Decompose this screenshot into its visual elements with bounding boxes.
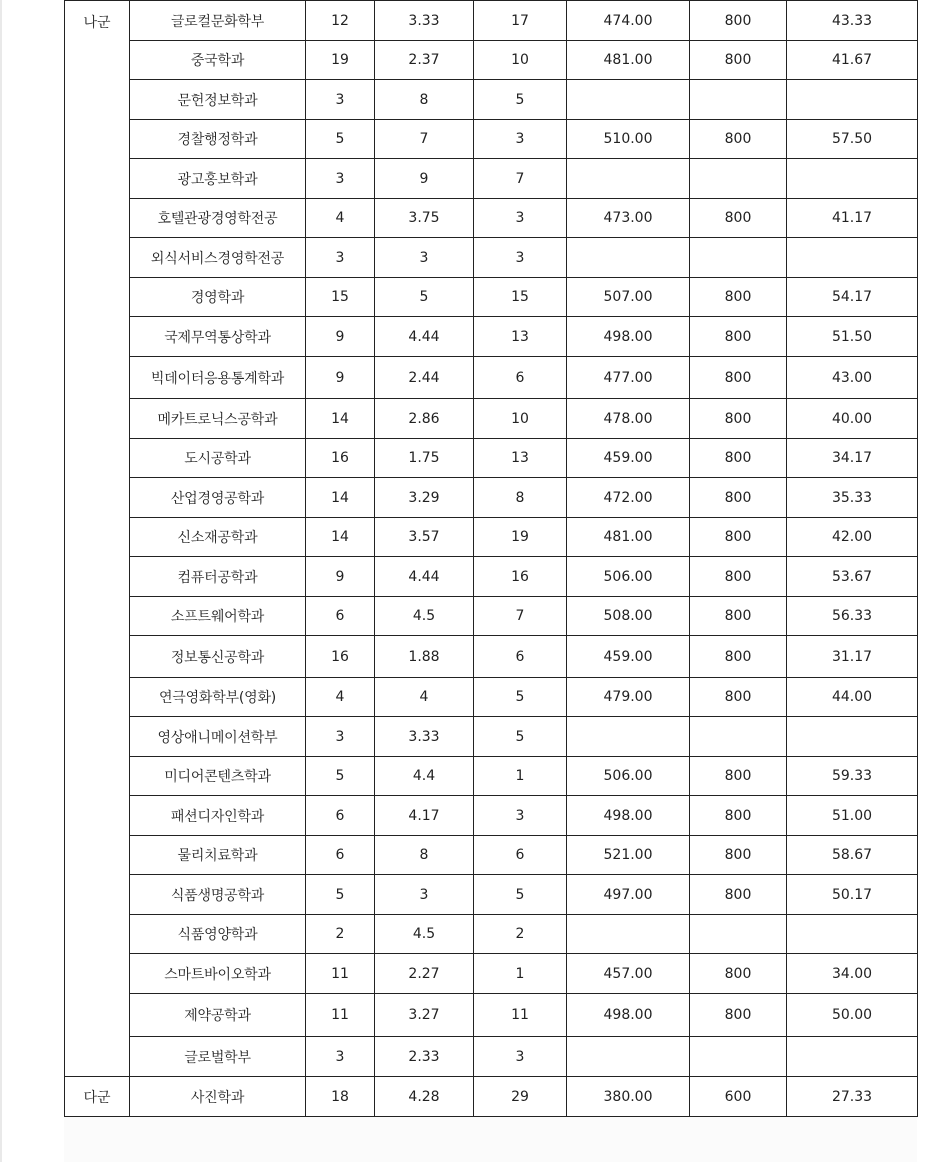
- value-cell-6: 58.67: [787, 836, 918, 875]
- department-cell: 사진학과: [130, 1077, 306, 1117]
- value-cell-5: 800: [690, 478, 787, 518]
- department-cell: 글로벌학부: [130, 1037, 306, 1077]
- table-row: [65, 1, 918, 41]
- value-cell-5: 800: [690, 954, 787, 994]
- value-cell-2: 2.86: [375, 399, 474, 439]
- value-cell-5: 800: [690, 875, 787, 915]
- value-cell-3: 19: [474, 518, 567, 557]
- page-left-border: [0, 0, 2, 1162]
- department-cell: 제약공학과: [130, 994, 306, 1037]
- value-cell-2: 3.29: [375, 478, 474, 518]
- value-cell-5: 800: [690, 278, 787, 317]
- value-cell-5: 800: [690, 1, 787, 41]
- value-cell-1: 16: [306, 636, 375, 678]
- value-cell-2: 5: [375, 278, 474, 317]
- value-cell-5: 800: [690, 757, 787, 796]
- value-cell-2: 2.44: [375, 357, 474, 399]
- value-cell-1: 6: [306, 597, 375, 636]
- value-cell-4: 473.00: [567, 199, 690, 238]
- value-cell-2: 3: [375, 238, 474, 278]
- table-row: [65, 357, 918, 399]
- value-cell-3: 29: [474, 1077, 567, 1117]
- value-cell-5: 800: [690, 994, 787, 1037]
- department-cell: 도시공학과: [130, 439, 306, 478]
- value-cell-4: 497.00: [567, 875, 690, 915]
- table-row: [65, 478, 918, 518]
- table-row: [65, 1037, 918, 1077]
- department-cell: 연극영화학부(영화): [130, 678, 306, 717]
- table-row: [65, 120, 918, 159]
- value-cell-1: 11: [306, 954, 375, 994]
- value-cell-4: [567, 238, 690, 278]
- value-cell-5: 800: [690, 399, 787, 439]
- table-row: [65, 317, 918, 357]
- group-cell: 다군: [65, 1077, 130, 1117]
- value-cell-1: 3: [306, 159, 375, 199]
- value-cell-6: 44.00: [787, 678, 918, 717]
- table-row: [65, 1077, 918, 1117]
- value-cell-4: 459.00: [567, 439, 690, 478]
- value-cell-5: 800: [690, 678, 787, 717]
- value-cell-5: 800: [690, 41, 787, 80]
- value-cell-6: 59.33: [787, 757, 918, 796]
- value-cell-6: [787, 159, 918, 199]
- value-cell-6: [787, 238, 918, 278]
- value-cell-1: 6: [306, 796, 375, 836]
- department-cell: 정보통신공학과: [130, 636, 306, 678]
- value-cell-3: 5: [474, 678, 567, 717]
- value-cell-2: 2.37: [375, 41, 474, 80]
- value-cell-4: 479.00: [567, 678, 690, 717]
- table-row: [65, 915, 918, 954]
- value-cell-5: 800: [690, 636, 787, 678]
- department-cell: 외식서비스경영학전공: [130, 238, 306, 278]
- value-cell-6: [787, 915, 918, 954]
- value-cell-2: 9: [375, 159, 474, 199]
- value-cell-5: 800: [690, 597, 787, 636]
- table-row: [65, 557, 918, 597]
- value-cell-2: 4: [375, 678, 474, 717]
- value-cell-2: 3.27: [375, 994, 474, 1037]
- value-cell-6: 51.00: [787, 796, 918, 836]
- table-row: [65, 875, 918, 915]
- value-cell-4: 498.00: [567, 994, 690, 1037]
- value-cell-5: [690, 238, 787, 278]
- value-cell-5: 800: [690, 836, 787, 875]
- department-cell: 문헌정보학과: [130, 80, 306, 120]
- value-cell-6: [787, 717, 918, 757]
- value-cell-1: 14: [306, 478, 375, 518]
- value-cell-5: 600: [690, 1077, 787, 1117]
- value-cell-6: 57.50: [787, 120, 918, 159]
- table-row: [65, 278, 918, 317]
- value-cell-6: 34.00: [787, 954, 918, 994]
- table-row: [65, 796, 918, 836]
- value-cell-4: [567, 80, 690, 120]
- table-row: [65, 954, 918, 994]
- department-cell: 호텔관광경영학전공: [130, 199, 306, 238]
- value-cell-6: 40.00: [787, 399, 918, 439]
- value-cell-1: 12: [306, 1, 375, 41]
- value-cell-4: 481.00: [567, 518, 690, 557]
- table-row: [65, 439, 918, 478]
- value-cell-2: 3.75: [375, 199, 474, 238]
- value-cell-1: 14: [306, 518, 375, 557]
- value-cell-5: 800: [690, 317, 787, 357]
- department-cell: 물리치료학과: [130, 836, 306, 875]
- value-cell-4: 507.00: [567, 278, 690, 317]
- value-cell-3: 1: [474, 757, 567, 796]
- value-cell-3: 6: [474, 636, 567, 678]
- value-cell-2: 2.33: [375, 1037, 474, 1077]
- department-cell: 패션디자인학과: [130, 796, 306, 836]
- value-cell-1: 4: [306, 199, 375, 238]
- value-cell-6: 31.17: [787, 636, 918, 678]
- value-cell-3: 3: [474, 1037, 567, 1077]
- value-cell-1: 2: [306, 915, 375, 954]
- value-cell-3: 3: [474, 796, 567, 836]
- value-cell-3: 5: [474, 875, 567, 915]
- admission-results-table: [64, 0, 918, 1117]
- value-cell-1: 9: [306, 557, 375, 597]
- value-cell-5: [690, 915, 787, 954]
- department-cell: 스마트바이오학과: [130, 954, 306, 994]
- value-cell-5: [690, 1037, 787, 1077]
- value-cell-4: 510.00: [567, 120, 690, 159]
- group-cell: 나군: [65, 1, 130, 1077]
- value-cell-1: 3: [306, 80, 375, 120]
- value-cell-4: 508.00: [567, 597, 690, 636]
- value-cell-4: [567, 1037, 690, 1077]
- value-cell-2: 3.33: [375, 717, 474, 757]
- table-row: [65, 994, 918, 1037]
- value-cell-2: 2.27: [375, 954, 474, 994]
- value-cell-3: 3: [474, 238, 567, 278]
- department-cell: 글로컬문화학부: [130, 1, 306, 41]
- department-cell: 경영학과: [130, 278, 306, 317]
- value-cell-4: 498.00: [567, 796, 690, 836]
- value-cell-2: 4.5: [375, 597, 474, 636]
- value-cell-6: 50.17: [787, 875, 918, 915]
- value-cell-5: [690, 717, 787, 757]
- department-cell: 메카트로닉스공학과: [130, 399, 306, 439]
- value-cell-3: 8: [474, 478, 567, 518]
- table-body: [65, 1, 918, 1117]
- table-row: [65, 717, 918, 757]
- value-cell-4: 457.00: [567, 954, 690, 994]
- value-cell-1: 5: [306, 875, 375, 915]
- value-cell-2: 8: [375, 80, 474, 120]
- department-cell: 영상애니메이션학부: [130, 717, 306, 757]
- department-cell: 신소재공학과: [130, 518, 306, 557]
- value-cell-6: 50.00: [787, 994, 918, 1037]
- department-cell: 식품영양학과: [130, 915, 306, 954]
- table-row: [65, 199, 918, 238]
- value-cell-6: 41.67: [787, 41, 918, 80]
- value-cell-1: 18: [306, 1077, 375, 1117]
- value-cell-5: 800: [690, 199, 787, 238]
- department-cell: 소프트웨어학과: [130, 597, 306, 636]
- value-cell-4: 521.00: [567, 836, 690, 875]
- value-cell-3: 7: [474, 597, 567, 636]
- value-cell-3: 6: [474, 357, 567, 399]
- value-cell-6: 43.00: [787, 357, 918, 399]
- department-cell: 빅데이터응용통계학과: [130, 357, 306, 399]
- table-row: [65, 518, 918, 557]
- department-cell: 중국학과: [130, 41, 306, 80]
- value-cell-1: 4: [306, 678, 375, 717]
- value-cell-2: 4.5: [375, 915, 474, 954]
- value-cell-3: 10: [474, 41, 567, 80]
- value-cell-1: 5: [306, 757, 375, 796]
- value-cell-6: 34.17: [787, 439, 918, 478]
- value-cell-3: 6: [474, 836, 567, 875]
- value-cell-6: 42.00: [787, 518, 918, 557]
- value-cell-3: 11: [474, 994, 567, 1037]
- value-cell-4: 478.00: [567, 399, 690, 439]
- value-cell-2: 4.4: [375, 757, 474, 796]
- value-cell-3: 5: [474, 80, 567, 120]
- value-cell-2: 4.44: [375, 317, 474, 357]
- table-row: [65, 159, 918, 199]
- value-cell-4: 459.00: [567, 636, 690, 678]
- value-cell-6: 51.50: [787, 317, 918, 357]
- value-cell-1: 15: [306, 278, 375, 317]
- value-cell-5: 800: [690, 120, 787, 159]
- value-cell-4: [567, 717, 690, 757]
- value-cell-5: 800: [690, 557, 787, 597]
- table-row: [65, 678, 918, 717]
- value-cell-3: 15: [474, 278, 567, 317]
- value-cell-6: 43.33: [787, 1, 918, 41]
- value-cell-3: 2: [474, 915, 567, 954]
- value-cell-1: 11: [306, 994, 375, 1037]
- value-cell-4: 481.00: [567, 41, 690, 80]
- value-cell-2: 4.28: [375, 1077, 474, 1117]
- value-cell-3: 10: [474, 399, 567, 439]
- value-cell-3: 13: [474, 317, 567, 357]
- value-cell-6: 53.67: [787, 557, 918, 597]
- value-cell-4: 506.00: [567, 557, 690, 597]
- table-row: [65, 399, 918, 439]
- table-row: [65, 80, 918, 120]
- department-cell: 식품생명공학과: [130, 875, 306, 915]
- value-cell-4: 498.00: [567, 317, 690, 357]
- table-row: [65, 636, 918, 678]
- value-cell-5: [690, 80, 787, 120]
- value-cell-4: [567, 915, 690, 954]
- value-cell-2: 8: [375, 836, 474, 875]
- value-cell-6: 54.17: [787, 278, 918, 317]
- department-cell: 미디어콘텐츠학과: [130, 757, 306, 796]
- value-cell-2: 4.17: [375, 796, 474, 836]
- table-row: [65, 836, 918, 875]
- value-cell-2: 7: [375, 120, 474, 159]
- value-cell-4: 380.00: [567, 1077, 690, 1117]
- value-cell-1: 6: [306, 836, 375, 875]
- value-cell-4: 477.00: [567, 357, 690, 399]
- value-cell-5: 800: [690, 518, 787, 557]
- value-cell-1: 5: [306, 120, 375, 159]
- value-cell-2: 3: [375, 875, 474, 915]
- department-cell: 국제무역통상학과: [130, 317, 306, 357]
- value-cell-1: 3: [306, 238, 375, 278]
- value-cell-6: 56.33: [787, 597, 918, 636]
- value-cell-2: 1.75: [375, 439, 474, 478]
- value-cell-1: 3: [306, 717, 375, 757]
- value-cell-1: 3: [306, 1037, 375, 1077]
- value-cell-3: 5: [474, 717, 567, 757]
- value-cell-4: 472.00: [567, 478, 690, 518]
- department-cell: 경찰행정학과: [130, 120, 306, 159]
- table-row: [65, 238, 918, 278]
- table-row: [65, 597, 918, 636]
- value-cell-3: 13: [474, 439, 567, 478]
- table-row: [65, 757, 918, 796]
- value-cell-5: 800: [690, 796, 787, 836]
- value-cell-6: [787, 80, 918, 120]
- value-cell-1: 16: [306, 439, 375, 478]
- department-cell: 산업경영공학과: [130, 478, 306, 518]
- value-cell-3: 1: [474, 954, 567, 994]
- value-cell-1: 9: [306, 357, 375, 399]
- value-cell-3: 3: [474, 120, 567, 159]
- value-cell-5: 800: [690, 439, 787, 478]
- value-cell-4: 506.00: [567, 757, 690, 796]
- value-cell-6: [787, 1037, 918, 1077]
- value-cell-3: 17: [474, 1, 567, 41]
- table-row: [65, 41, 918, 80]
- value-cell-1: 19: [306, 41, 375, 80]
- value-cell-6: 27.33: [787, 1077, 918, 1117]
- value-cell-1: 14: [306, 399, 375, 439]
- value-cell-5: [690, 159, 787, 199]
- value-cell-6: 35.33: [787, 478, 918, 518]
- value-cell-3: 7: [474, 159, 567, 199]
- department-cell: 광고홍보학과: [130, 159, 306, 199]
- department-cell: 컴퓨터공학과: [130, 557, 306, 597]
- value-cell-3: 3: [474, 199, 567, 238]
- value-cell-1: 9: [306, 317, 375, 357]
- value-cell-2: 4.44: [375, 557, 474, 597]
- value-cell-3: 16: [474, 557, 567, 597]
- value-cell-5: 800: [690, 357, 787, 399]
- value-cell-4: 474.00: [567, 1, 690, 41]
- value-cell-2: 3.33: [375, 1, 474, 41]
- value-cell-2: 1.88: [375, 636, 474, 678]
- value-cell-2: 3.57: [375, 518, 474, 557]
- value-cell-6: 41.17: [787, 199, 918, 238]
- value-cell-4: [567, 159, 690, 199]
